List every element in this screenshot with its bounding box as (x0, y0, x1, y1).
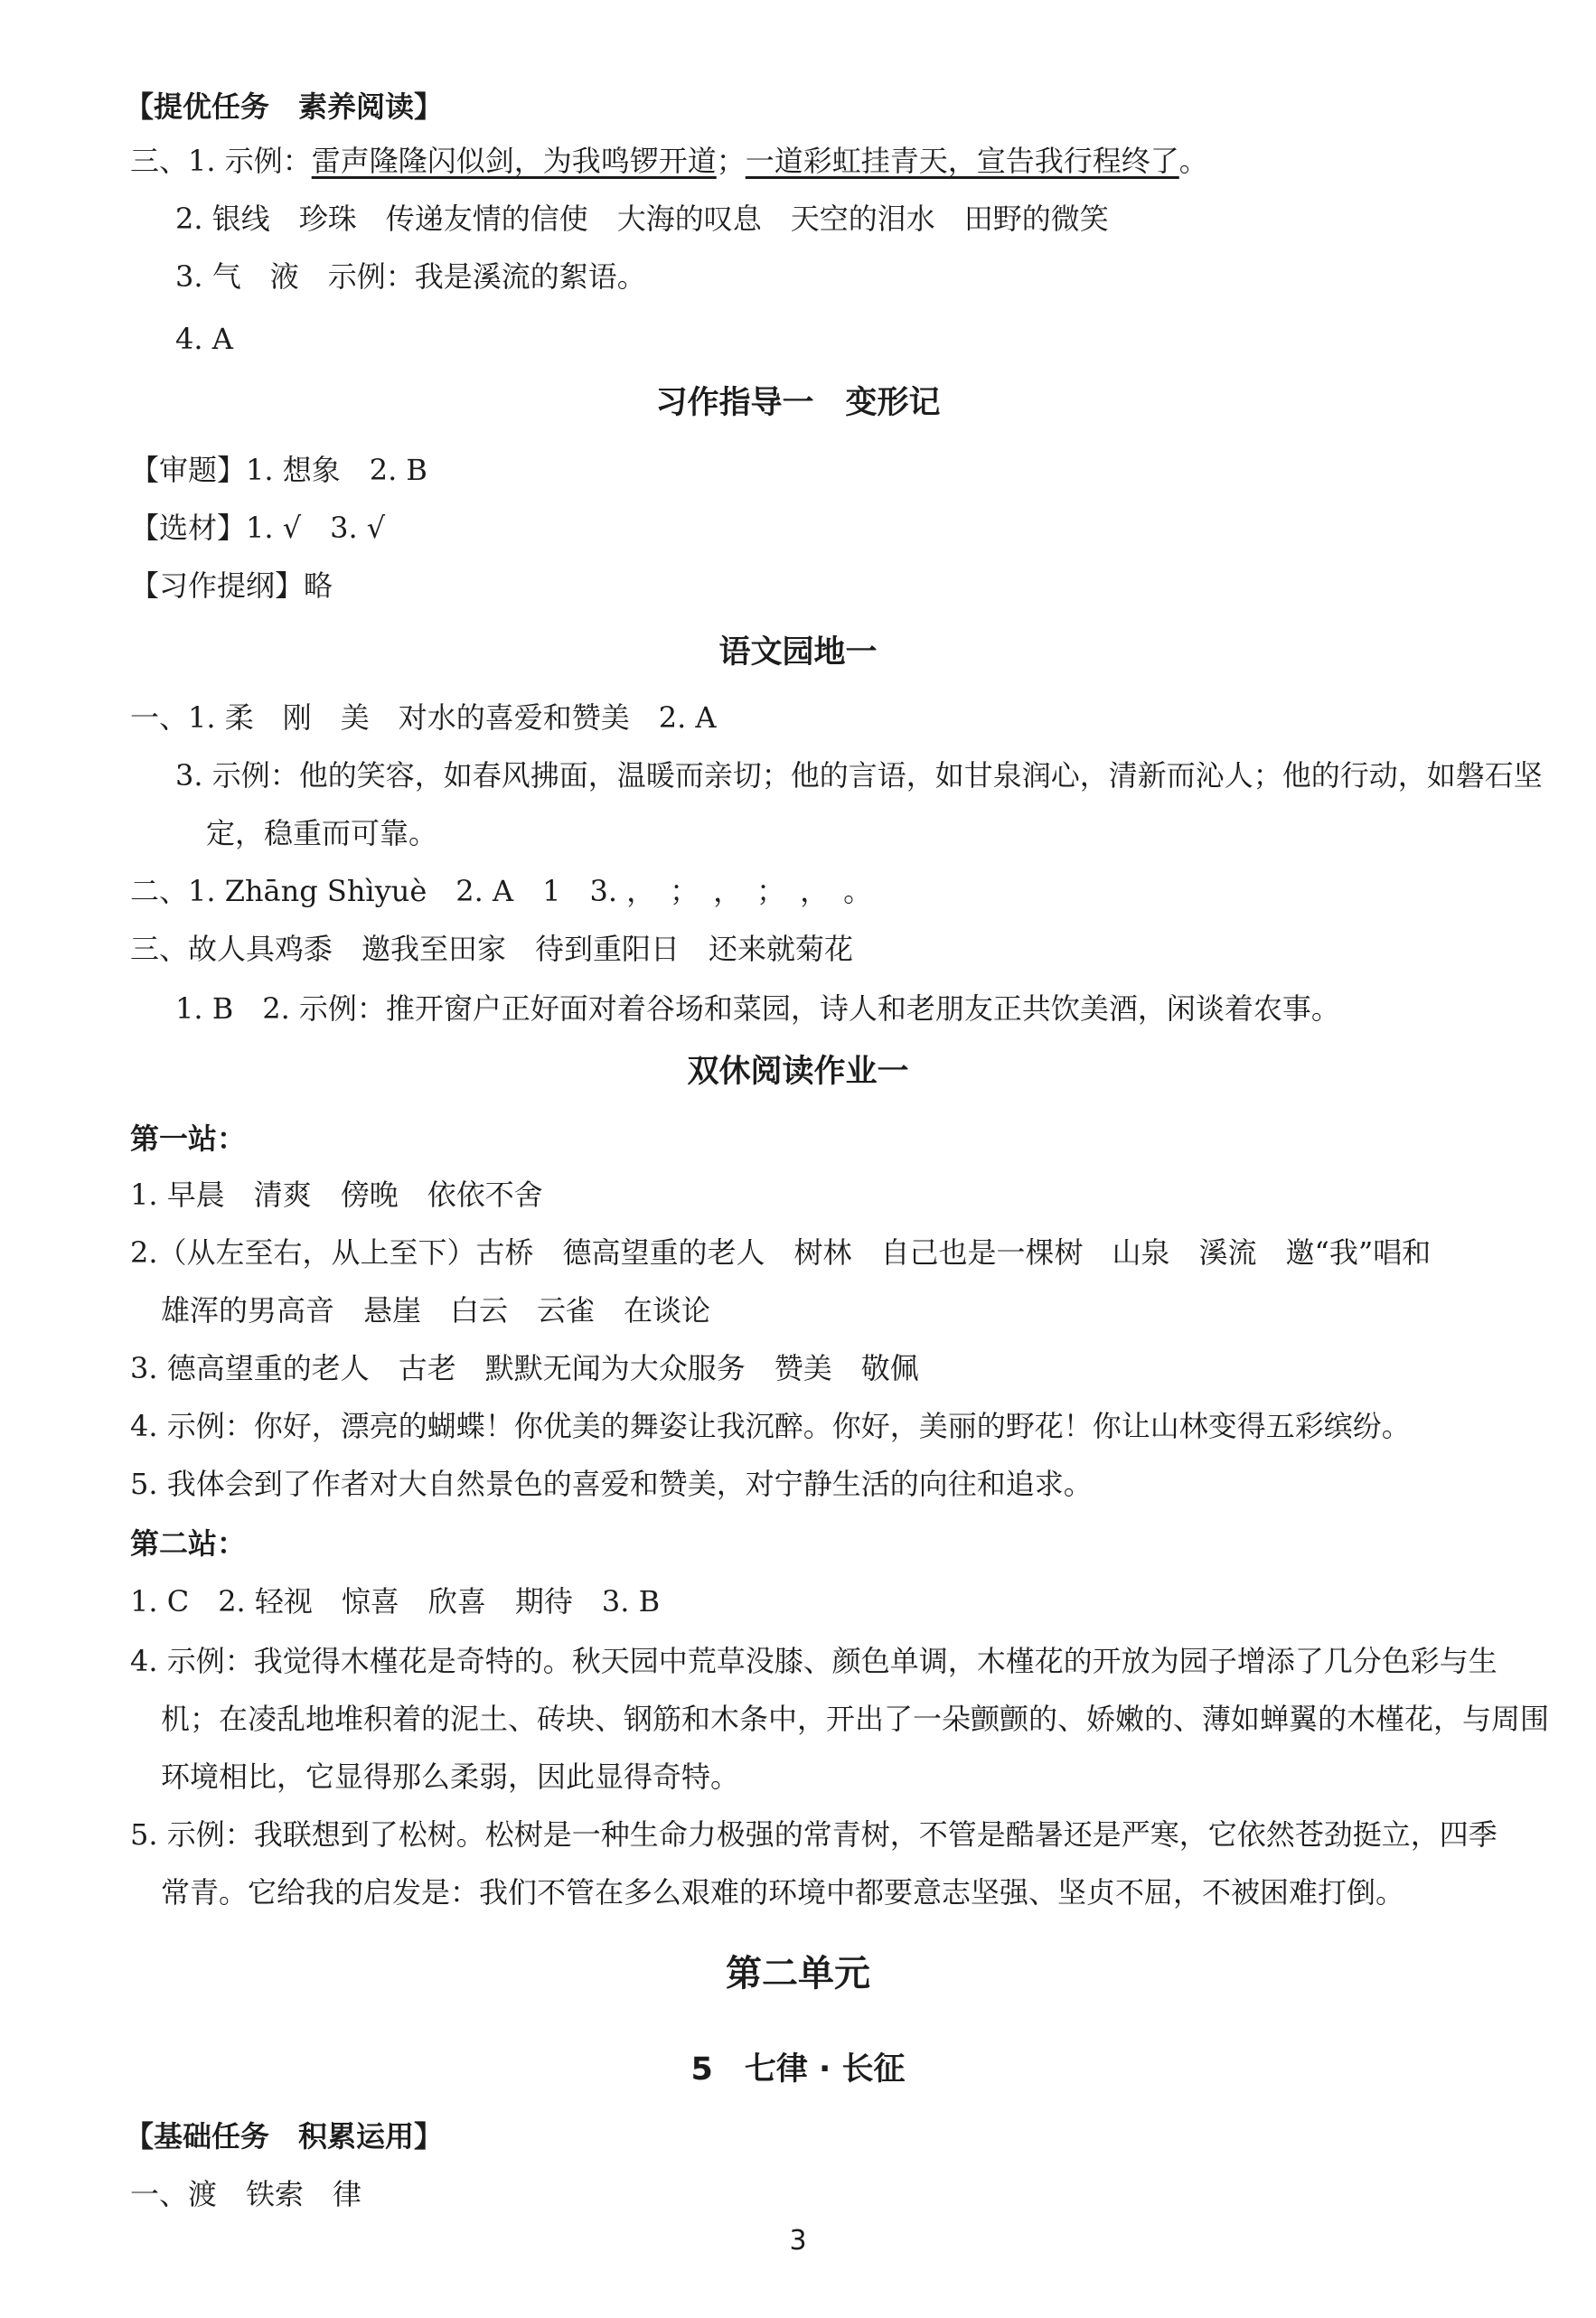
answer-line: 定，稳重而可靠。 (206, 816, 438, 850)
answer-line: 2.（从左至右，从上至下）古桥 德高望重的老人 树林 自己也是一棵树 山泉 溪流 邀“我”唱和 (130, 1235, 1432, 1270)
answer-line: 5. 示例：我联想到了松树。松树是一种生命力极强的常青树，不管是酷暑还是严寒，它依然苍劲挺立，四季 (130, 1817, 1497, 1852)
answer-line: 环境相比，它显得那么柔弱，因此显得奇特。 (161, 1760, 740, 1794)
answer-line: 1. 早晨 清爽 傍晚 依依不舍 (130, 1178, 543, 1212)
answer-line: 3. 气 液 示例：我是溪流的絮语。 (175, 259, 646, 294)
underlined-text: 一道彩虹挂青天，宣告我行程终了 (745, 144, 1179, 178)
section-heading: 【提优任务 素养阅读】 (125, 89, 444, 124)
answer-line: 雄浑的男高音 悬崖 白云 云雀 在谈论 (161, 1293, 711, 1328)
station-label: 第二站： (130, 1526, 247, 1561)
answer-line: 4. 示例：我觉得木槿花是奇特的。秋天园中荒草没膝、颜色单调，木槿花的开放为园子增添了几分色彩与生 (130, 1644, 1497, 1678)
section-title: 语文园地一 (718, 634, 878, 671)
answer-text: 。 (1178, 144, 1208, 178)
answer-line: 4. A (175, 322, 233, 356)
answer-line: 一、渡 铁索 律 (130, 2177, 362, 2211)
answer-line: 一、1. 柔 刚 美 对水的喜爱和赞美 2. A (130, 700, 717, 735)
answer-line: 1. B 2. 示例：推开窗户正好面对着谷场和菜园，诗人和老朋友正共饮美酒，闲谈着农事。 (175, 991, 1340, 1026)
underlined-text: 雷声隆隆闪似剑，为我鸣锣开道 (311, 144, 717, 178)
answer-line: 2. 银线 珍珠 传递友情的信使 大海的叹息 天空的泪水 田野的微笑 (175, 202, 1109, 236)
answer-line: 5. 我体会到了作者对大自然景色的喜爱和赞美，对宁静生活的向往和追求。 (130, 1467, 1093, 1501)
answer-line: 3. 示例：他的笑容，如春风拂面，温暖而亲切；他的言语，如甘泉润心，清新而沁人；他的行动，如磐石坚 (175, 758, 1543, 793)
answer-line: 常青。它给我的启发是：我们不管在多么艰难的环境中都要意志坚强、坚贞不屈，不被困难打倒。 (161, 1875, 1405, 1910)
answer-line: 机；在凌乱地堆积着的泥土、砖块、钢筋和木条中，开出了一朵颤颤的、娇嫩的、薄如蝉翼的木槿花，与周围 (161, 1702, 1550, 1736)
answer-line: 三、故人具鸡黍 邀我至田家 待到重阳日 还来就菊花 (130, 932, 854, 966)
answer-line: 4. 示例：你好，漂亮的蝴蝶！你优美的舞姿让我沉醉。你好，美丽的野花！你让山林变得五彩缤纷。 (130, 1409, 1411, 1443)
answer-line: 【习作提纲】略 (130, 568, 333, 603)
lesson-title: 5 七律 · 长征 (690, 2051, 906, 2088)
answer-line (130, 143, 1208, 179)
page-number: 3 (789, 2225, 807, 2257)
answer-line: 1. C 2. 轻视 惊喜 欣喜 期待 3. B (130, 1584, 661, 1619)
answer-prefix: 三、1. 示例： (130, 144, 312, 178)
unit-title: 第二单元 (726, 1953, 870, 1994)
answer-line: 二、1. Zhāng Shìyuè 2. A 1 3. ， ； ， ； ， 。 (130, 874, 873, 908)
section-heading: 【基础任务 积累运用】 (125, 2119, 444, 2154)
answer-text: ； (716, 144, 746, 178)
section-title: 习作指导一 变形记 (655, 385, 941, 421)
answer-line: 【审题】1. 想象 2. B (130, 453, 427, 487)
station-label: 第一站： (130, 1121, 247, 1156)
answer-line: 【选材】1. √ 3. √ (130, 511, 386, 545)
section-title: 双休阅读作业一 (687, 1054, 909, 1090)
answer-line: 3. 德高望重的老人 古老 默默无闻为大众服务 赞美 敬佩 (130, 1351, 919, 1385)
